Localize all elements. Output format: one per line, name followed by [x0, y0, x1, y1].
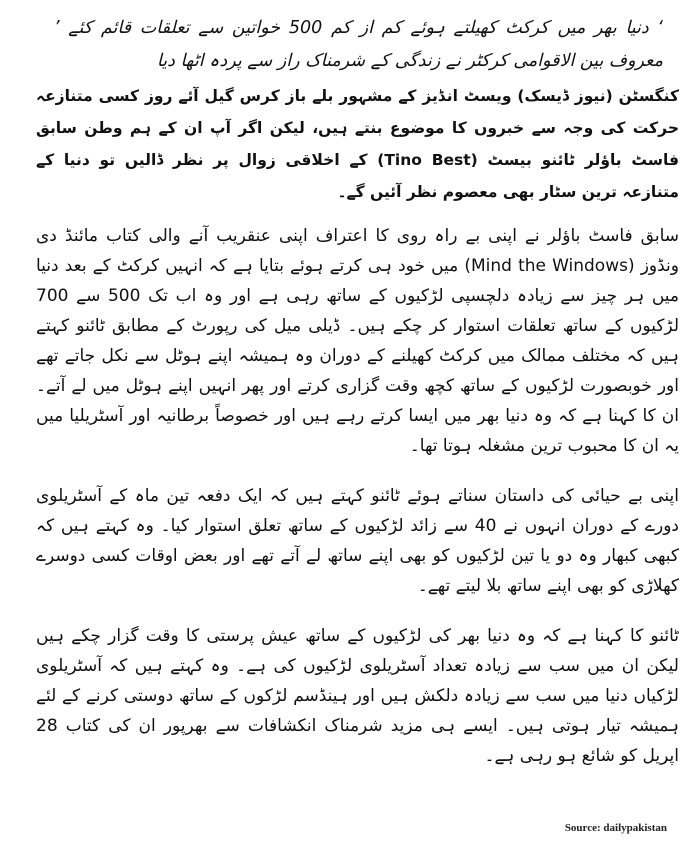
source-credit: Source: dailypakistan — [564, 822, 667, 834]
article-headline: ‘ دنیا بھر میں کرکٹ کھیلتے ہوئے کم از کم 500 خواتین سے تعلقات قائم کئے ’ معروف بین الاقوامی کرکٹر نے زندگی کے شرمناک راز سے پردہ اٹھا دیا — [54, 18, 663, 71]
article-paragraph: اپنی بے حیائی کی داستان سناتے ہوئے ٹائنو کہتے ہیں کہ ایک دفعہ تین ماہ کے آسٹریلوی دورے کے دوران انہوں نے 40 سے زائد لڑکیوں کے ساتھ تعلق استوار کیا۔ وہ کہتے ہیں کہ کبھی کبھار وہ دو یا تین لڑکیوں کو بھی اپنے ساتھ لے آتے تھے اور بعض اوقات کسی دوسرے کھلاڑی کو بھی اپنے ساتھ بلا لیتے تھے۔ — [36, 486, 679, 596]
article-body — [36, 12, 679, 791]
article-paragraph-lead: کنگسٹن (نیوز ڈیسک) ویسٹ انڈیز کے مشہور بلے باز کرس گیل آئے روز کسی متنازعہ حرکت کی وجہ سے خبروں کا موضوع بنتے ہیں، لیکن اگر آپ ان کے ہم وطن سابق فاسٹ باؤلر ٹائنو بیسٹ (Tino Best) کے اخلاقی زوال پر نظر ڈالیں تو دنیا کے متنازعہ ترین سٹار بھی معصوم نظر آئیں گے۔ — [36, 87, 679, 201]
article-paragraph: ٹائنو کا کہنا ہے کہ وہ دنیا بھر کی لڑکیوں کے ساتھ عیش پرستی کا وقت گزار چکے ہیں لیکن ان میں سب سے زیادہ تعداد آسٹریلوی لڑکیوں کی ہے۔ وہ کہتے ہیں کہ آسٹریلوی لڑکیاں دنیا میں سب سے زیادہ دلکش ہیں اور ہینڈسم لڑکوں کے ساتھ دوستی کرنے کے لئے ہمیشہ تیار ہوتی ہیں۔ ایسے ہی مزید شرمناک انکشافات سے بھرپور ان کی کتاب 28 اپریل کو شائع ہو رہی ہے۔ — [36, 626, 679, 766]
article-paragraph: سابق فاسٹ باؤلر نے اپنی بے راہ روی کا اعتراف اپنی عنقریب آنے والی کتاب مائنڈ دی ونڈوز (Mind the Windows) میں خود ہی کرتے ہوئے بتایا ہے کہ انہیں کرکٹ کے بعد دنیا میں ہر چیز سے زیادہ دلچسپی لڑکیوں کے ساتھ رہی ہے اور وہ اب تک 500 سے 700 لڑکیوں کے ساتھ تعلقات استوار کر چکے ہیں۔ ڈیلی میل کی رپورٹ کے مطابق ٹائنو کہتے ہیں کہ مختلف ممالک میں کرکٹ کھیلنے کے دوران وہ ہمیشہ اپنے ہوٹل سے نکل جاتے تھے اور خوبصورت لڑکیوں کے ساتھ کچھ وقت گزاری کرتے اور پھر انہیں اپنے ہوٹل میں لے آتے۔ ان کا کہنا ہے کہ وہ دنیا بھر میں ایسا کرتے رہے ہیں اور خصوصاً برطانیہ اور آسٹریلیا میں یہ ان کا محبوب ترین مشغلہ ہوتا تھا۔ — [36, 226, 680, 456]
